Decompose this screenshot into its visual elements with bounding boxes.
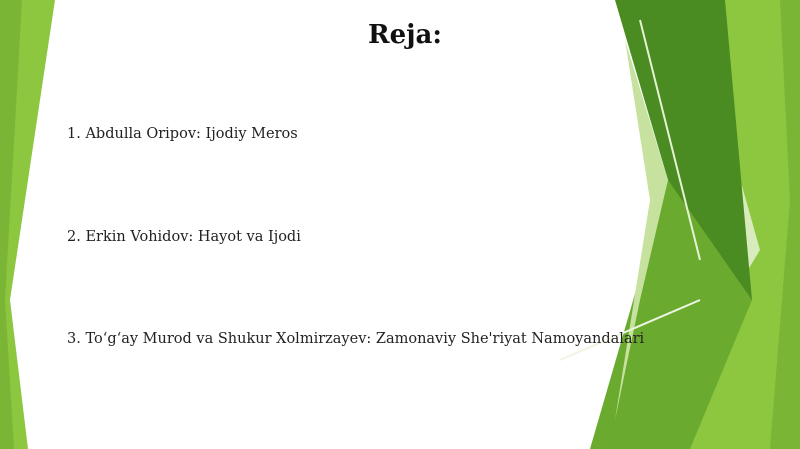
list-item: 1. Abdulla Oripov: Ijodiy Meros bbox=[67, 126, 298, 142]
list-item: 3. To‘g‘ay Murod va Shukur Xolmirzayev: Zamonaviy She'riyat Namoyandalari bbox=[67, 331, 645, 347]
slide-title: Reja: bbox=[367, 20, 442, 50]
list-item: 2. Erkin Vohidov: Hayot va Ijodi bbox=[67, 229, 301, 245]
